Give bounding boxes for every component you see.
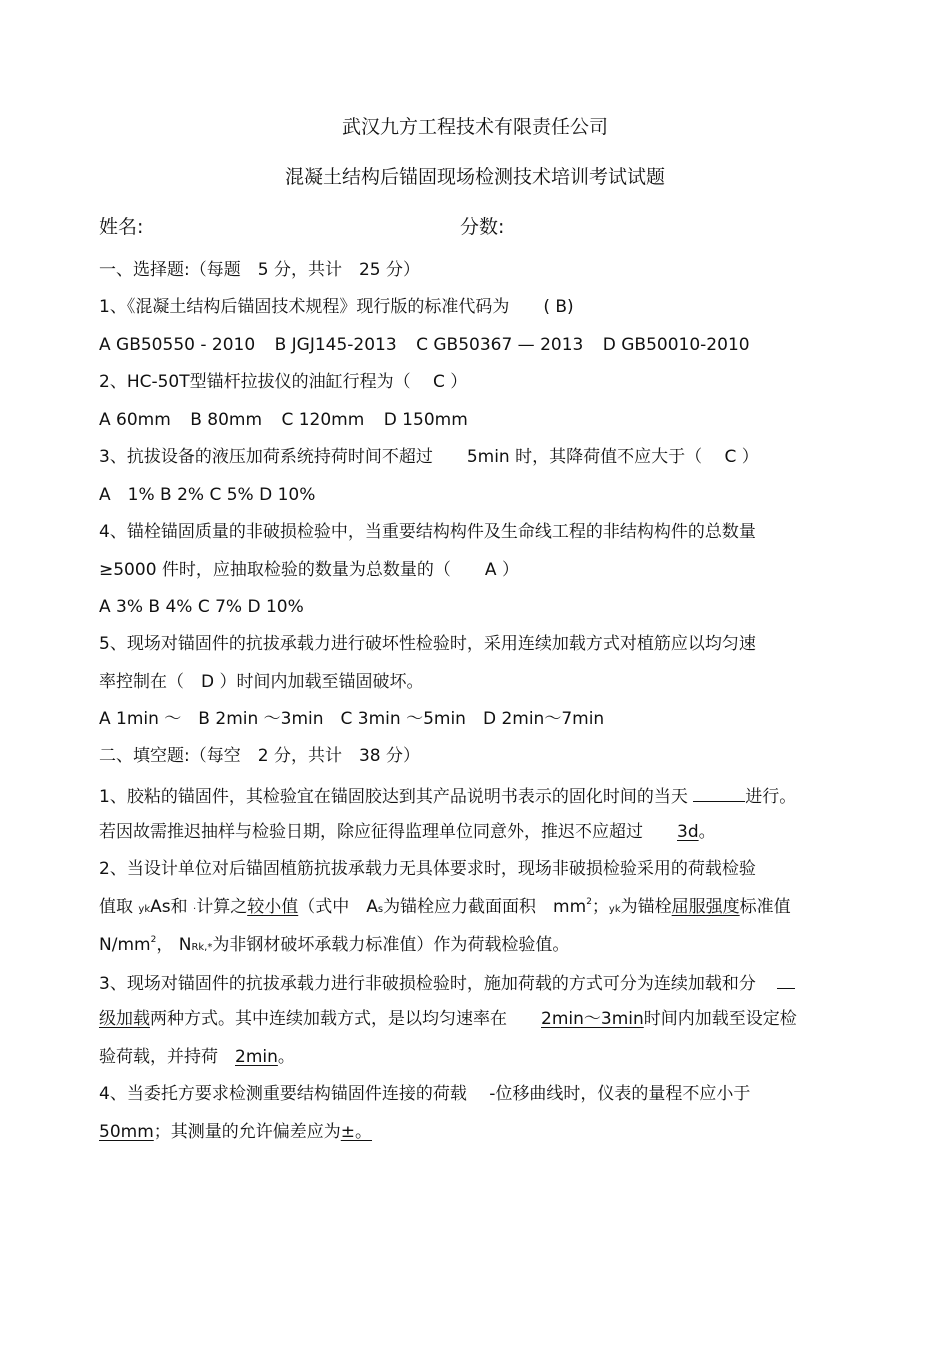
q2-text: 2、HC-50T型锚杆拉拔仪的油缸行程为（ C ）	[99, 372, 468, 392]
q5-options: A 1min ～ B 2min ～3min C 3min ～5min D 2min～7min	[99, 709, 605, 729]
fill-q4-line1: 4、当委托方要求检测重要结构锚固件连接的荷载 -位移曲线时，仪表的量程不应小于	[99, 1084, 751, 1104]
section1-heading: 一、选择题:（每题 5 分，共计 25 分）	[99, 260, 420, 280]
answer: 50mm	[99, 1122, 154, 1142]
subscript: yk	[608, 904, 621, 915]
fill-q1-line1	[99, 784, 796, 808]
subscript: s	[377, 904, 384, 915]
name-label: 姓名:	[99, 216, 144, 238]
text: ；其测量的允许偏差应为	[153, 1122, 341, 1142]
text: 。	[277, 1047, 295, 1067]
q3-text: 3、抗拔设备的液压加荷系统持荷时间不超过 5min 时，其降荷值不应大于（ C ）	[99, 447, 759, 467]
option-d: D 150mm	[383, 410, 468, 430]
answer: 较小值	[247, 897, 299, 917]
exam-title: 混凝土结构后锚固现场检测技术培训考试试题	[284, 166, 665, 188]
text: As和	[150, 897, 194, 917]
text: 值取	[99, 897, 139, 917]
text: 验荷载，并持荷	[99, 1047, 235, 1067]
section2-heading: 二、填空题:（每空 2 分，共计 38 分）	[99, 746, 420, 766]
q5-line1: 5、现场对锚固件的抗拔承载力进行破坏性检验时，采用连续加载方式对植筋应以均匀速	[99, 634, 756, 654]
answer: 级加载	[99, 1009, 150, 1029]
text: 为锚栓	[620, 897, 672, 917]
fill-q2-line2	[99, 896, 791, 921]
superscript: 2	[150, 935, 157, 945]
text: 时间内加载至设定检	[643, 1009, 797, 1029]
text: （式中 A	[298, 897, 378, 917]
q2-options	[99, 409, 482, 431]
fill-q2-line1: 2、当设计单位对后锚固植筋抗拔承载力无具体要求时，现场非破损检验采用的荷载检验	[99, 859, 756, 879]
fill-q3-line3	[99, 1046, 295, 1068]
q1-text: 1、《混凝土结构后锚固技术规程》现行版的标准代码为 ( B)	[99, 297, 574, 317]
text: 两种方式。其中连续加载方式，是以均匀速率在	[150, 1009, 541, 1029]
text: 为非钢材破坏承载力标准值）作为荷载检验值。	[212, 935, 570, 955]
option-c: C GB50367 — 2013	[416, 335, 584, 355]
q4-options: A 3% B 4% C 7% D 10%	[99, 597, 304, 617]
subscript: Rk,*	[191, 942, 213, 953]
text: 标准值	[739, 897, 791, 917]
fill-q2-line3	[99, 934, 569, 959]
answer: 2min	[235, 1047, 278, 1067]
text: ， N	[156, 935, 192, 955]
text: 进行。	[745, 787, 797, 807]
fill-q3-line1	[99, 971, 795, 995]
text: 计算之	[196, 897, 248, 917]
q4-line2: ≥5000 件时，应抽取检验的数量为总数量的（ A ）	[99, 560, 519, 580]
fill-q4-line2	[99, 1121, 372, 1143]
text: ；	[591, 897, 609, 917]
answer: ±。	[340, 1122, 373, 1142]
score-label: 分数:	[460, 216, 505, 238]
q1-options	[99, 334, 764, 356]
subscript: ·	[193, 904, 197, 915]
answer: 屈服强度	[671, 897, 740, 917]
text: 3、现场对锚固件的抗拔承载力进行非破损检验时，施加荷载的方式可分为连续加载和分	[99, 974, 756, 994]
answer: 3d	[677, 822, 699, 842]
text: 。	[698, 822, 716, 842]
option-a: A 60mm	[99, 410, 171, 430]
q3-options: A 1% B 2% C 5% D 10%	[99, 485, 316, 505]
answer-blank	[777, 971, 795, 989]
text: N/mm	[99, 935, 151, 955]
fill-q3-line2	[99, 1008, 797, 1030]
option-a: A GB50550 - 2010	[99, 335, 256, 355]
superscript: 2	[586, 897, 592, 907]
text: 若因故需推迟抽样与检验日期，除应征得监理单位同意外，推迟不应超过	[99, 822, 677, 842]
text: 1、胶粘的锚固件，其检验宜在锚固胶达到其产品说明书表示的固化时间的当天	[99, 787, 688, 807]
answer: 2min～3min	[541, 1009, 644, 1029]
option-c: C 120mm	[281, 410, 365, 430]
company-name: 武汉九方工程技术有限责任公司	[341, 116, 608, 138]
subscript: yk	[138, 904, 151, 915]
fill-q1-line2	[99, 821, 716, 843]
option-d: D GB50010-2010	[602, 335, 750, 355]
text: 为锚栓应力截面面积 mm	[383, 897, 587, 917]
q4-line1: 4、锚栓锚固质量的非破损检验中，当重要结构构件及生命线工程的非结构构件的总数量	[99, 522, 756, 542]
q5-line2: 率控制在（ D ）时间内加载至锚固破坏。	[99, 672, 424, 692]
option-b: B 80mm	[190, 410, 263, 430]
answer-blank	[693, 784, 745, 802]
option-b: B JGJ145-2013	[274, 335, 397, 355]
